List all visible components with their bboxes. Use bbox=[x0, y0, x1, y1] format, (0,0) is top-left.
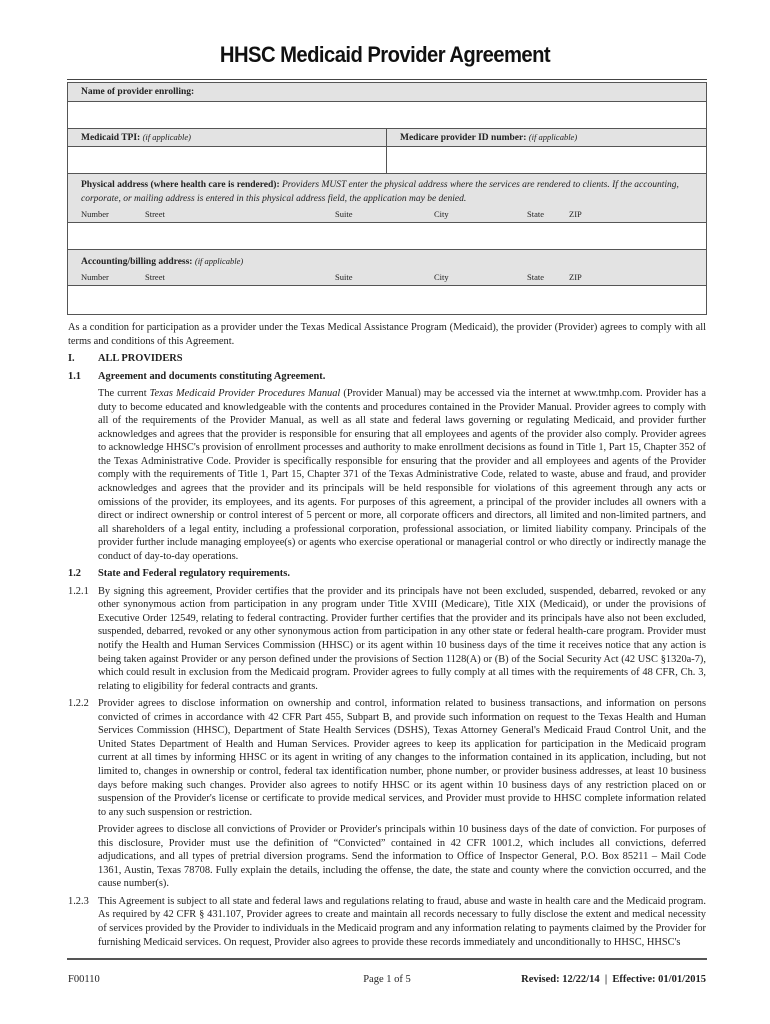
section-title: Agreement and documents constituting Agreement. bbox=[98, 370, 326, 382]
section-text: By signing this agreement, Provider certifies that the provider and its principals have not been excluded, suspended, debarred, revoked or any other synonymous action from participation in any program under Title XVIII (Medicare), Title XIX (Medicaid), or under the provisions of Executive Order 12549, relating to federal contracting. Provider further certifies that the provider and its principals have also not been excluded, suspended, debarred, revoked or any other synonymous action from participation in any other state or federal health-care program. Provider must notify the Health and Human Services Commission (HHSC) or its agent within 10 business days of the time it receives notice that any action is being taken against Provider or any person defined under the provisions of Section 1128(A) or (B) of the Social Security Act (42 USC §1320a-7), which could result in exclusion from the Medicaid program. Provider agrees to fully comply at all times with the requirements of 48 CFR, Ch. 3, relating to eligibility for federal contracts and grants. bbox=[98, 585, 706, 692]
tpi-label: Medicaid TPI: bbox=[81, 133, 141, 143]
intro-paragraph: As a condition for participation as a provider under the Texas Medical Assistance Program (Medicaid), the provider (Provider) agrees to comply with all terms and conditions of this Agreement. bbox=[68, 322, 706, 347]
section-number: 1.2 bbox=[68, 568, 81, 580]
section-number: 1.2.2 bbox=[68, 698, 89, 710]
col-zip: ZIP bbox=[569, 209, 582, 219]
col-state: State bbox=[527, 272, 544, 282]
section-1-2-2-paragraph-2: Provider agrees to disclose all convictions of Provider or Provider's principals within 10 business days of the date of conviction. For purposes of this disclosure, Provider must use the definition of “Convicted” contained in 42 CFR 1001.2, which includes all convictions, deferred adjudications, and all types of pretrial diversion programs. Send the information to Office of Inspector General, P.O. Box 85211 – Mail Code 1361, Austin, Texas 78708. Fully explain the details, including the offense, the date, the state and county where the conviction occurred, and the cause number(s). bbox=[98, 824, 706, 890]
billing-label: Accounting/billing address: bbox=[81, 257, 193, 267]
section-1-heading bbox=[68, 352, 706, 366]
medicare-id-field[interactable] bbox=[387, 147, 706, 173]
page-number: Page 1 of 5 bbox=[363, 974, 411, 985]
section-number: 1.2.1 bbox=[68, 585, 89, 597]
agreement-body bbox=[68, 321, 706, 953]
section-1-2-3 bbox=[68, 895, 706, 949]
provider-form bbox=[67, 82, 707, 315]
footer-divider bbox=[67, 958, 707, 960]
section-1-1-heading bbox=[68, 370, 706, 384]
col-zip: ZIP bbox=[569, 272, 582, 282]
physical-address-field[interactable] bbox=[68, 223, 706, 250]
title-divider bbox=[67, 79, 707, 80]
page-title: HHSC Medicaid Provider Agreement bbox=[219, 42, 551, 67]
id-fields bbox=[68, 147, 706, 174]
col-street: Street bbox=[145, 209, 165, 219]
tpi-note: (if applicable) bbox=[142, 132, 191, 142]
physical-note: Providers MUST enter the physical address where the services are rendered to clients. If the accounting, corporate, or mailing address is entered in this physical address field, the application may be denied. bbox=[81, 180, 679, 204]
physical-label: Physical address (where health care is rendered): bbox=[81, 180, 280, 190]
physical-address-columns bbox=[81, 206, 693, 222]
col-city: City bbox=[434, 272, 449, 282]
id-label-row bbox=[68, 129, 706, 147]
section-1-2-2 bbox=[68, 697, 706, 819]
col-street: Street bbox=[145, 272, 165, 282]
section-text: Provider agrees to disclose information on ownership and control, information related to business transactions, and information on persons convicted of crimes in accordance with 42 CFR Part 455, Subpart B, and provide such information on request to the Texas Health and Human Services Commission (HHSC), Department of State Health Services (DSHS), Texas Attorney General's Medicaid Fraud Control Unit, and the United States Department of Health and Human Services. Provider agrees to keep its application for participation in the Medicaid program current at all times by informing HHSC or its agent in writing of any changes to the information contained in its application, including, but not limited to, changes in ownership or control, federal tax identification number, phone number, or provider business addresses, at least 10 business days before making such changes. Provider also agrees to notify HHSC or its agent within 10 business days of any restriction placed on or suspension of the Provider's license or certificate to provide medical services, and Provider must provide to HHSC complete information related to any such suspension or restriction. bbox=[98, 698, 706, 818]
medicare-note: (if applicable) bbox=[528, 132, 578, 142]
name-label: Name of provider enrolling: bbox=[81, 87, 195, 97]
section-1-1-text bbox=[98, 387, 706, 563]
section-title: ALL PROVIDERS bbox=[98, 353, 183, 365]
physical-address-header bbox=[68, 174, 706, 223]
revision-date: Revised: 12/22/14 | Effective: 01/01/2015 bbox=[521, 974, 706, 985]
manual-title: Texas Medicaid Provider Procedures Manual bbox=[149, 388, 341, 400]
billing-address-columns bbox=[81, 269, 693, 285]
col-number: Number bbox=[81, 209, 109, 219]
col-number: Number bbox=[81, 272, 109, 282]
section-number: I. bbox=[68, 353, 75, 365]
section-1-2-heading bbox=[68, 567, 706, 581]
col-state: State bbox=[527, 209, 544, 219]
form-number: F00110 bbox=[68, 974, 100, 985]
provider-name-field[interactable] bbox=[68, 102, 706, 129]
medicaid-tpi-field[interactable] bbox=[68, 147, 387, 173]
medicare-label: Medicare provider ID number: bbox=[400, 133, 527, 143]
billing-note: (if applicable) bbox=[194, 256, 244, 266]
section-text: This Agreement is subject to all state and federal laws and regulations relating to fraud, abuse and waste in health care and the Medicaid program. As required by 42 CFR § 431.107, Provider agrees to create and maintain all records necessary to fully disclose the extent and medical necessity of services provided by the Provider to individuals in the Medicaid program and any information relating to payments claimed by the Provider for furnishing Medicaid services. On request, Provider also agrees to provide these records immediately and unconditionally to HHSC, HHSC's bbox=[98, 895, 706, 948]
section-title: State and Federal regulatory requirements. bbox=[98, 568, 290, 580]
section-number: 1.2.3 bbox=[68, 895, 89, 907]
text: (Provider Manual) may be accessed via the internet at www.tmhp.com. Provider has a duty to become educated and knowledgeable with the contents and procedures contained in the Provider Manual. Provider agrees to comply with all of the requirements of the Provider Manual, as well as all state and federal laws governing or regulating Medicaid, and provider further acknowledges and agrees that the provider is responsible for ensuring that all employees and agents of the provider also comply. Provider agrees to acknowledge HHSC's provision of enrollment processes and authority to make enrollment decisions as found in Title 1, Part 15, Chapter 352 of the Texas Administrative Code. Provider is specifically responsible for ensuring that the provider and all employees and agents of the Provider comply with the requirements of Title 1, Part 15, Chapter 371 of the Texas Administrative Code, related to waste, abuse and fraud, and provider acknowledges and agrees that the provider and its principals will be held responsible for violations of this agreement through any acts or omissions of the provider, its employees, and its agents. For purposes of this agreement, a principal of the provider includes all owners with a direct or indirect ownership or control interest of 5 percent or more, all corporate officers and directors, all limited and non-limited partners, and all shareholders of a legal entity, including a professional corporation, professional association, or limited liability company. Principals of the provider further include managing employee(s) or agents who exercise operational or managerial control or who directly or indirectly manage the conduct of day-to-day operations. bbox=[98, 388, 707, 562]
billing-address-field[interactable] bbox=[68, 286, 706, 314]
section-1-2-1 bbox=[68, 585, 706, 693]
col-suite: Suite bbox=[335, 272, 353, 282]
billing-address-header bbox=[68, 250, 706, 286]
text: The current bbox=[98, 388, 150, 400]
col-city: City bbox=[434, 209, 449, 219]
col-suite: Suite bbox=[335, 209, 353, 219]
name-label-row bbox=[68, 83, 706, 102]
section-number: 1.1 bbox=[68, 370, 81, 382]
